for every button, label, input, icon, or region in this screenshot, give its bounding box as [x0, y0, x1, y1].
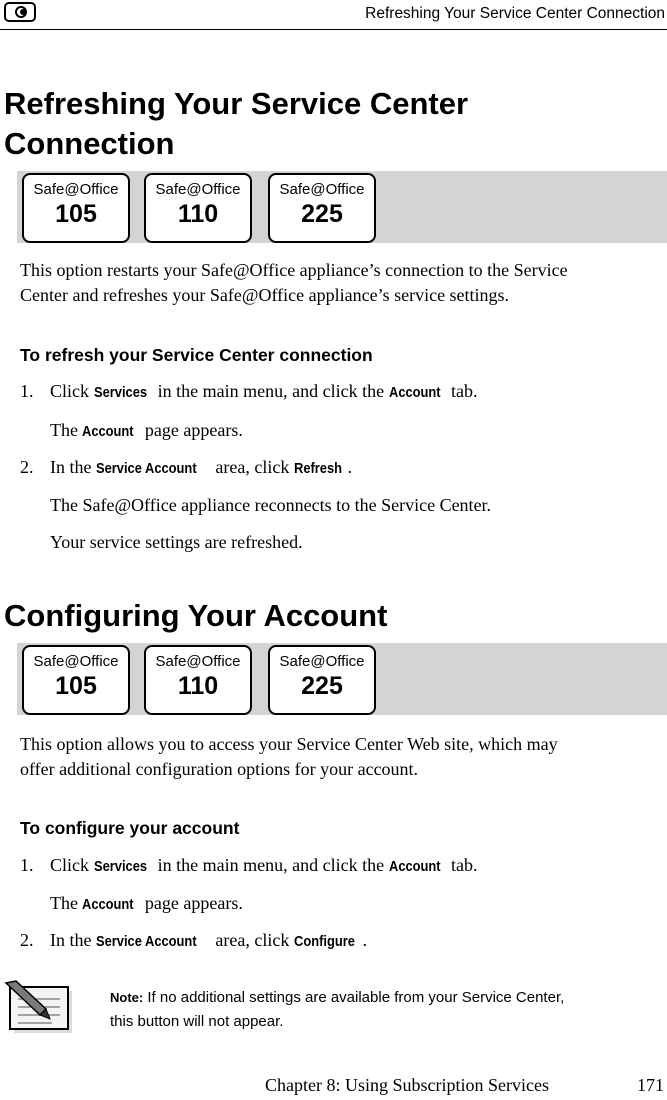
step-number: 2.: [20, 457, 34, 477]
description-line: offer additional configuration options for your account.: [20, 759, 419, 779]
procedure-title: To configure your account: [20, 818, 240, 838]
ui-term: Account: [388, 384, 441, 401]
step-result: The Account page appears.: [50, 420, 243, 440]
product-badge-105: [22, 645, 130, 715]
ui-term: Service Account: [95, 460, 197, 477]
step-text: Click Services in the main menu, and click the Account tab.: [50, 855, 478, 875]
badge-product-name: Safe@Office: [155, 181, 241, 198]
product-badge-110: [144, 173, 252, 243]
product-badge-105: [22, 173, 130, 243]
procedure-title: To refresh your Service Center connection: [20, 345, 373, 365]
step-text: In the Service Account area, click Configure .: [50, 930, 368, 950]
notepad-pencil-icon: [2, 979, 72, 1033]
step-number: 2.: [20, 930, 34, 950]
badge-product-name: Safe@Office: [33, 181, 119, 198]
section-title-line2: Connection: [4, 126, 175, 161]
step-number: 1.: [20, 855, 34, 875]
ui-term: Refresh: [293, 460, 342, 477]
badge-model-number: 105: [55, 672, 97, 700]
step-result: The Account page appears.: [50, 893, 243, 913]
note-text: Note: If no additional settings are available from your Service Center, this button will not appear.: [110, 989, 565, 1030]
ui-term: Service Account: [95, 933, 197, 950]
badge-model-number: 225: [301, 672, 343, 700]
ui-term: Account: [388, 858, 441, 875]
description-line: This option restarts your Safe@Office appliance’s connection to the Service: [20, 260, 568, 280]
product-applicability-strip: [17, 643, 667, 715]
product-badge-225: [268, 645, 376, 715]
note-label: Note:: [110, 990, 144, 1005]
section-title-refreshing: [4, 84, 468, 164]
badge-product-name: Safe@Office: [33, 653, 119, 670]
section-description: [20, 732, 665, 782]
section-title-configuring: Configuring Your Account: [4, 598, 388, 633]
step-text: Click Services in the main menu, and click the Account tab.: [50, 381, 478, 401]
badge-product-name: Safe@Office: [155, 653, 241, 670]
description-line: This option allows you to access your Service Center Web site, which may: [20, 734, 558, 754]
badge-model-number: 225: [301, 200, 343, 228]
footer-chapter: Chapter 8: Using Subscription Services: [265, 1075, 549, 1095]
page-number: 171: [637, 1075, 664, 1095]
step-result: Your service settings are refreshed.: [50, 532, 303, 552]
product-badge-110: [144, 645, 252, 715]
step-text: In the Service Account area, click Refresh .: [50, 457, 353, 477]
section-title-line1: Refreshing Your Service Center: [4, 86, 469, 121]
badge-model-number: 110: [177, 672, 219, 700]
check-point-logo-icon: [4, 2, 36, 22]
running-header-title: Refreshing Your Service Center Connection: [365, 5, 665, 22]
product-applicability-strip: [17, 171, 667, 243]
badge-product-name: Safe@Office: [279, 181, 365, 198]
step-result: The Safe@Office appliance reconnects to the Service Center.: [50, 495, 492, 515]
badge-model-number: 110: [177, 200, 219, 228]
badge-product-name: Safe@Office: [279, 653, 365, 670]
product-badge-225: [268, 173, 376, 243]
ui-term: Account: [82, 896, 135, 913]
step-number: 1.: [20, 381, 34, 401]
description-line: Center and refreshes your Safe@Office appliance’s service settings.: [20, 285, 510, 305]
ui-term: Account: [82, 423, 135, 440]
ui-term: Services: [93, 858, 147, 875]
section-description: [20, 258, 665, 308]
badge-model-number: 105: [55, 200, 97, 228]
ui-term: Services: [93, 384, 147, 401]
header-rule: [0, 29, 667, 30]
ui-term: Configure: [293, 933, 355, 950]
